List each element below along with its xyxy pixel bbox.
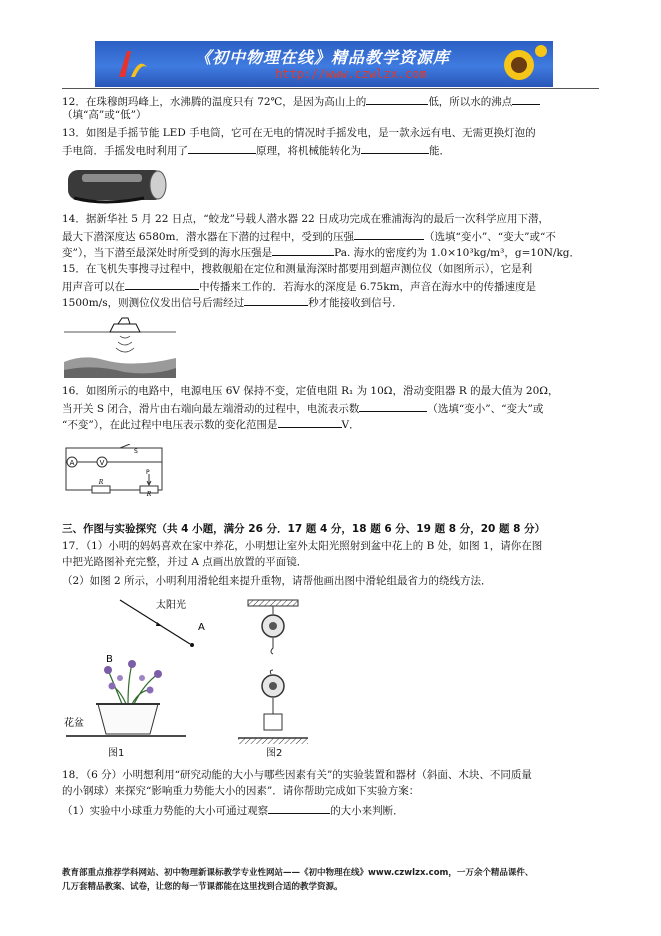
flower-icon [104, 660, 162, 704]
pot-icon [98, 704, 158, 734]
q18-line2: 的小钢球）来探究“影响重力势能大小的因素”．请你帮助完成如下实验方案： [62, 785, 420, 797]
site-logo-icon [113, 47, 153, 83]
q14-line3: 变”），当下潜至最深处时所受到的海水压强是 Pa. 海水的密度约为 1.0×10³kg/m³，g=10N/kg． [62, 244, 580, 261]
header-rule [62, 88, 599, 89]
q13-line2: 手电筒．手摇发电时利用了 原理，将机械能转化为 能． [62, 142, 450, 159]
svg-text:V: V [99, 459, 105, 467]
svg-text:太阳光: 太阳光 [156, 600, 186, 611]
q16-line2: 当开关 S 闭合，滑片由右端向最左端滑动的过程中，电流表示数 （选填“变小”、“变大”或 [62, 400, 543, 417]
section3-heading: 三、作图与实验探究（共 4 小题，满分 26 分．17 题 4 分，18 题 6 分、19 题 8 分，20 题 8 分） [62, 523, 546, 535]
svg-text:花盆: 花盆 [64, 718, 84, 729]
header-url: http://www.czwlzx.com [275, 67, 427, 81]
figure2-caption: 图2 [266, 748, 283, 759]
q14-line1: 14．据新华社 5 月 22 日点，“蛟龙”号载人潜水器 22 日成功完成在雅浦海沟的最后一次科学应用下潜， [62, 213, 550, 225]
fixed-resistor [92, 486, 110, 493]
circuit-diagram [62, 444, 166, 496]
svg-text:R: R [146, 491, 152, 496]
svg-text:B: B [106, 654, 113, 665]
figure1-flower-pot [62, 594, 222, 754]
switch-icon [120, 444, 130, 448]
q12-line2: （填“高”或“低”） [62, 109, 147, 121]
q17-line1: 17．（1）小明的妈妈喜欢在家中养花，小明想让室外太阳光照射到盆中花上的 B 处，如图 1，请你在图 [62, 540, 543, 552]
svg-text:R: R [98, 479, 104, 486]
header-title: 《初中物理在线》精品教学资源库 [195, 48, 451, 67]
svg-text:P: P [146, 469, 150, 476]
svg-text:S: S [134, 448, 138, 455]
q15-line2: 用声音可以在 中传播来工作的．若海水的深度是 6.75km，声音在海水中的传播速度是 [62, 278, 536, 295]
q15-line3: 1500m/s，则测位仪发出信号后需经过 秒才能接收到信号． [62, 294, 403, 311]
q12-line1: 12．在珠穆朗玛峰上，水沸腾的温度只有 72℃，是因为高山上的 低，所以水的沸点 [62, 93, 540, 110]
q18-line1: 18．（6 分）小明想利用“研究动能的大小与哪些因素有关”的实验装置和器材（斜面、木块、不同质量 [62, 769, 532, 781]
sunflower-icon [489, 43, 549, 85]
footer-line2: 几万套精品教案、试卷，让您的每一节课都能在这里找到合适的教学资源。 [62, 882, 343, 892]
sonar-ship-figure [64, 314, 176, 378]
figure2-pulley-system [238, 598, 308, 748]
q17-line3: （2）如图 2 所示，小明利用滑轮组来提升重物，请帮他画出图中滑轮组最省力的绕线方法． [62, 575, 492, 587]
q17-line2: 中把光路图补充完整，并过 A 点画出放置的平面镜． [62, 556, 308, 568]
header-banner [95, 41, 553, 87]
q14-line2: 最大下潜深度达 6580m．潜水器在下潜的过程中，受到的压强 （选填“变小”、“变大”或“不 [62, 228, 556, 245]
q13-line1: 13．如图是手摇节能 LED 手电筒，它可在无电的情况时手摇发电，是一款永远有电、无需更换灯泡的 [62, 127, 536, 139]
flashlight-figure [64, 160, 172, 206]
svg-text:A: A [69, 459, 75, 467]
q15-line1: 15．在飞机失事搜寻过程中，搜救舰船在定位和测量海深时都要用到超声测位仪（如图所示），它是利 [62, 263, 533, 275]
weight-block-icon [264, 714, 282, 730]
q16-line1: 16．如图所示的电路中，电源电压 6V 保持不变，定值电阻 R₁ 为 10Ω，滑动变阻器 R 的最大值为 20Ω， [62, 385, 559, 397]
q18-line3: （1）实验中小球重力势能的大小可通过观察 的大小来判断． [62, 802, 404, 819]
footer-line1: 教育部重点推荐学科网站、初中物理新课标教学专业性网站——《初中物理在线》www.czwlzx.com，一万余个精品课件、 [62, 868, 534, 878]
svg-text:A: A [198, 622, 205, 633]
q16-line3: “不变”），在此过程中电压表示数的变化范围是 V． [62, 416, 360, 433]
figure1-caption: 图1 [108, 748, 125, 759]
